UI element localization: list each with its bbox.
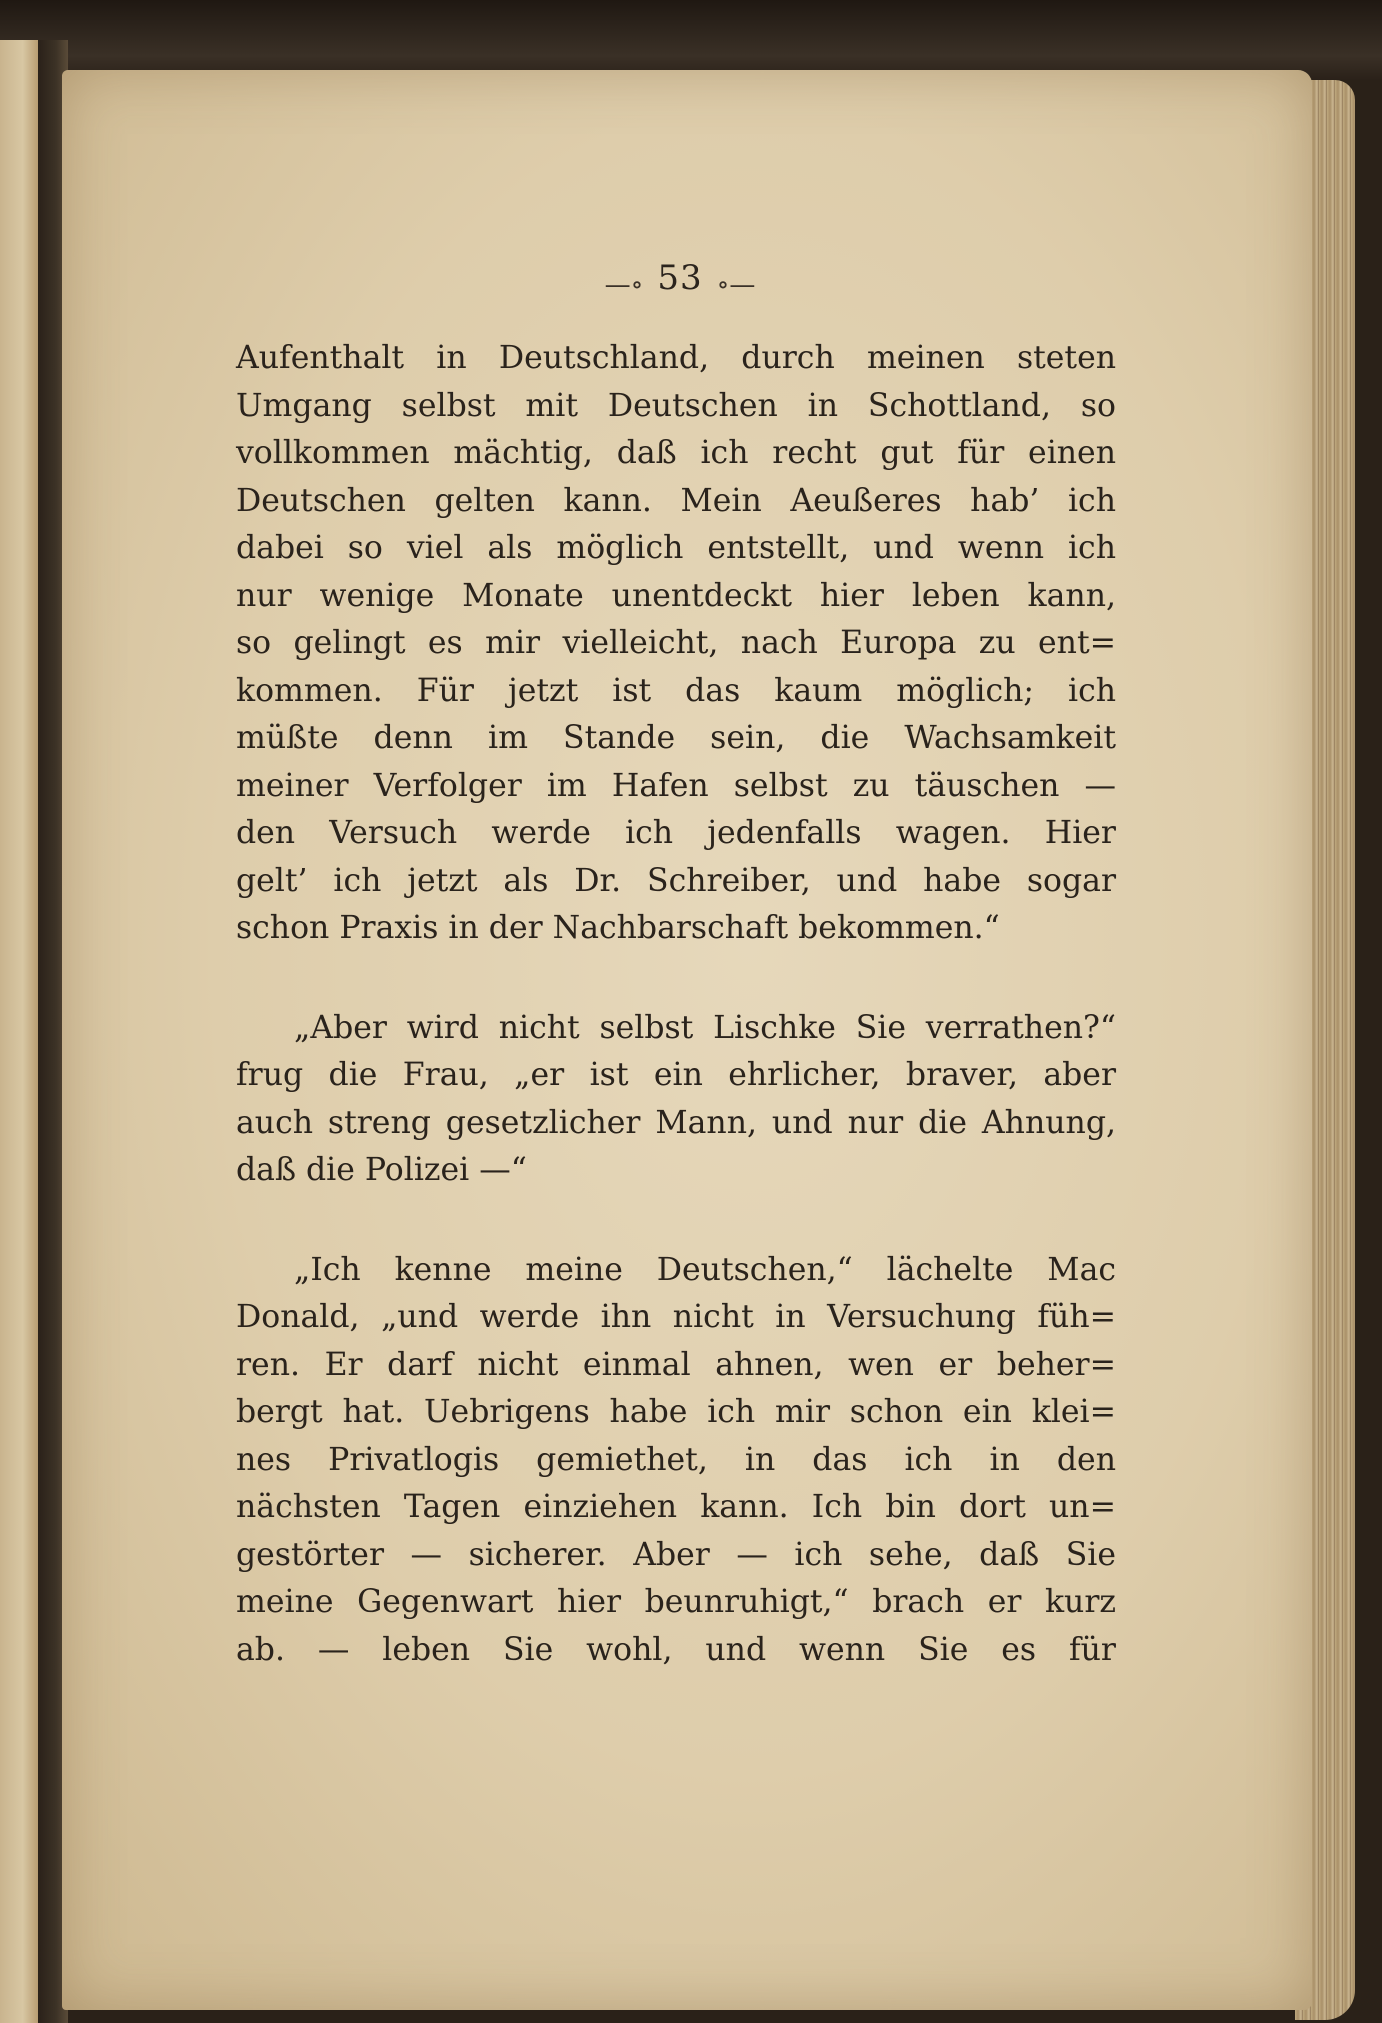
text-line: Aufenthalt in Deutschland, durch meinen steten bbox=[236, 340, 1116, 376]
paragraph-2 bbox=[236, 1005, 1116, 1195]
text-line: „Ich kenne meine Deutschen,“ lächelte Mac bbox=[294, 1251, 1116, 1288]
text-line: ab. — leben Sie wohl, und wenn Sie es für bbox=[236, 1631, 1116, 1668]
left-page-edge bbox=[0, 40, 40, 2023]
text-line: bergt hat. Uebrigens habe ich mir schon ein klei= bbox=[236, 1394, 1116, 1430]
ornament-dash-left: —∘ bbox=[604, 269, 644, 300]
ornament-dash-right: ∘— bbox=[716, 269, 756, 300]
text-line: meine Gegenwart hier beunruhigt,“ brach er kurz bbox=[236, 1584, 1116, 1620]
text-line: schon Praxis in der Nachbarschaft bekommen.“ bbox=[236, 910, 1000, 946]
text-line: ren. Er darf nicht einmal ahnen, wen er beher= bbox=[236, 1346, 1116, 1383]
text-line: müßte denn im Stande sein, die Wachsamkeit bbox=[236, 720, 1116, 756]
text-line: auch streng gesetzlicher Mann, und nur die Ahnung, bbox=[236, 1104, 1116, 1141]
text-line: Donald, „und werde ihn nicht in Versuchung füh= bbox=[236, 1299, 1116, 1335]
text-line: gestörter — sicherer. Aber — ich sehe, daß Sie bbox=[236, 1536, 1116, 1573]
text-line: nur wenige Monate unentdeckt hier leben kann, bbox=[236, 577, 1116, 614]
paragraph-3 bbox=[236, 1247, 1116, 1675]
text-line: so gelingt es mir vielleicht, nach Europa zu ent= bbox=[236, 625, 1116, 661]
text-line: „Aber wird nicht selbst Lischke Sie verrathen?“ bbox=[294, 1009, 1116, 1046]
paragraph-1 bbox=[236, 335, 1116, 953]
text-line: vollkommen mächtig, daß ich recht gut für einen bbox=[236, 435, 1116, 471]
text-line: daß die Polizei —“ bbox=[236, 1152, 527, 1188]
page-header bbox=[560, 258, 800, 308]
text-line: kommen. Für jetzt ist das kaum möglich; ich bbox=[236, 672, 1116, 709]
text-line: frug die Frau, „er ist ein ehrlicher, braver, aber bbox=[236, 1057, 1116, 1093]
text-line: nächsten Tagen einziehen kann. Ich bin dort un= bbox=[236, 1489, 1116, 1525]
text-line: Umgang selbst mit Deutschen in Schottland, so bbox=[236, 387, 1116, 424]
text-line: dabei so viel als möglich entstellt, und wenn ich bbox=[236, 530, 1116, 566]
book-cover-edge bbox=[0, 0, 1382, 80]
text-line: gelt’ ich jetzt als Dr. Schreiber, und habe sogar bbox=[236, 862, 1116, 899]
page-number: 53 bbox=[657, 258, 703, 298]
text-line: meiner Verfolger im Hafen selbst zu täuschen — bbox=[236, 767, 1116, 804]
text-line: nes Privatlogis gemiethet, in das ich in den bbox=[236, 1441, 1116, 1478]
text-line: Deutschen gelten kann. Mein Aeußeres hab’ ich bbox=[236, 482, 1116, 519]
text-line: den Versuch werde ich jedenfalls wagen. Hier bbox=[236, 815, 1116, 851]
body-text bbox=[236, 335, 1116, 1674]
